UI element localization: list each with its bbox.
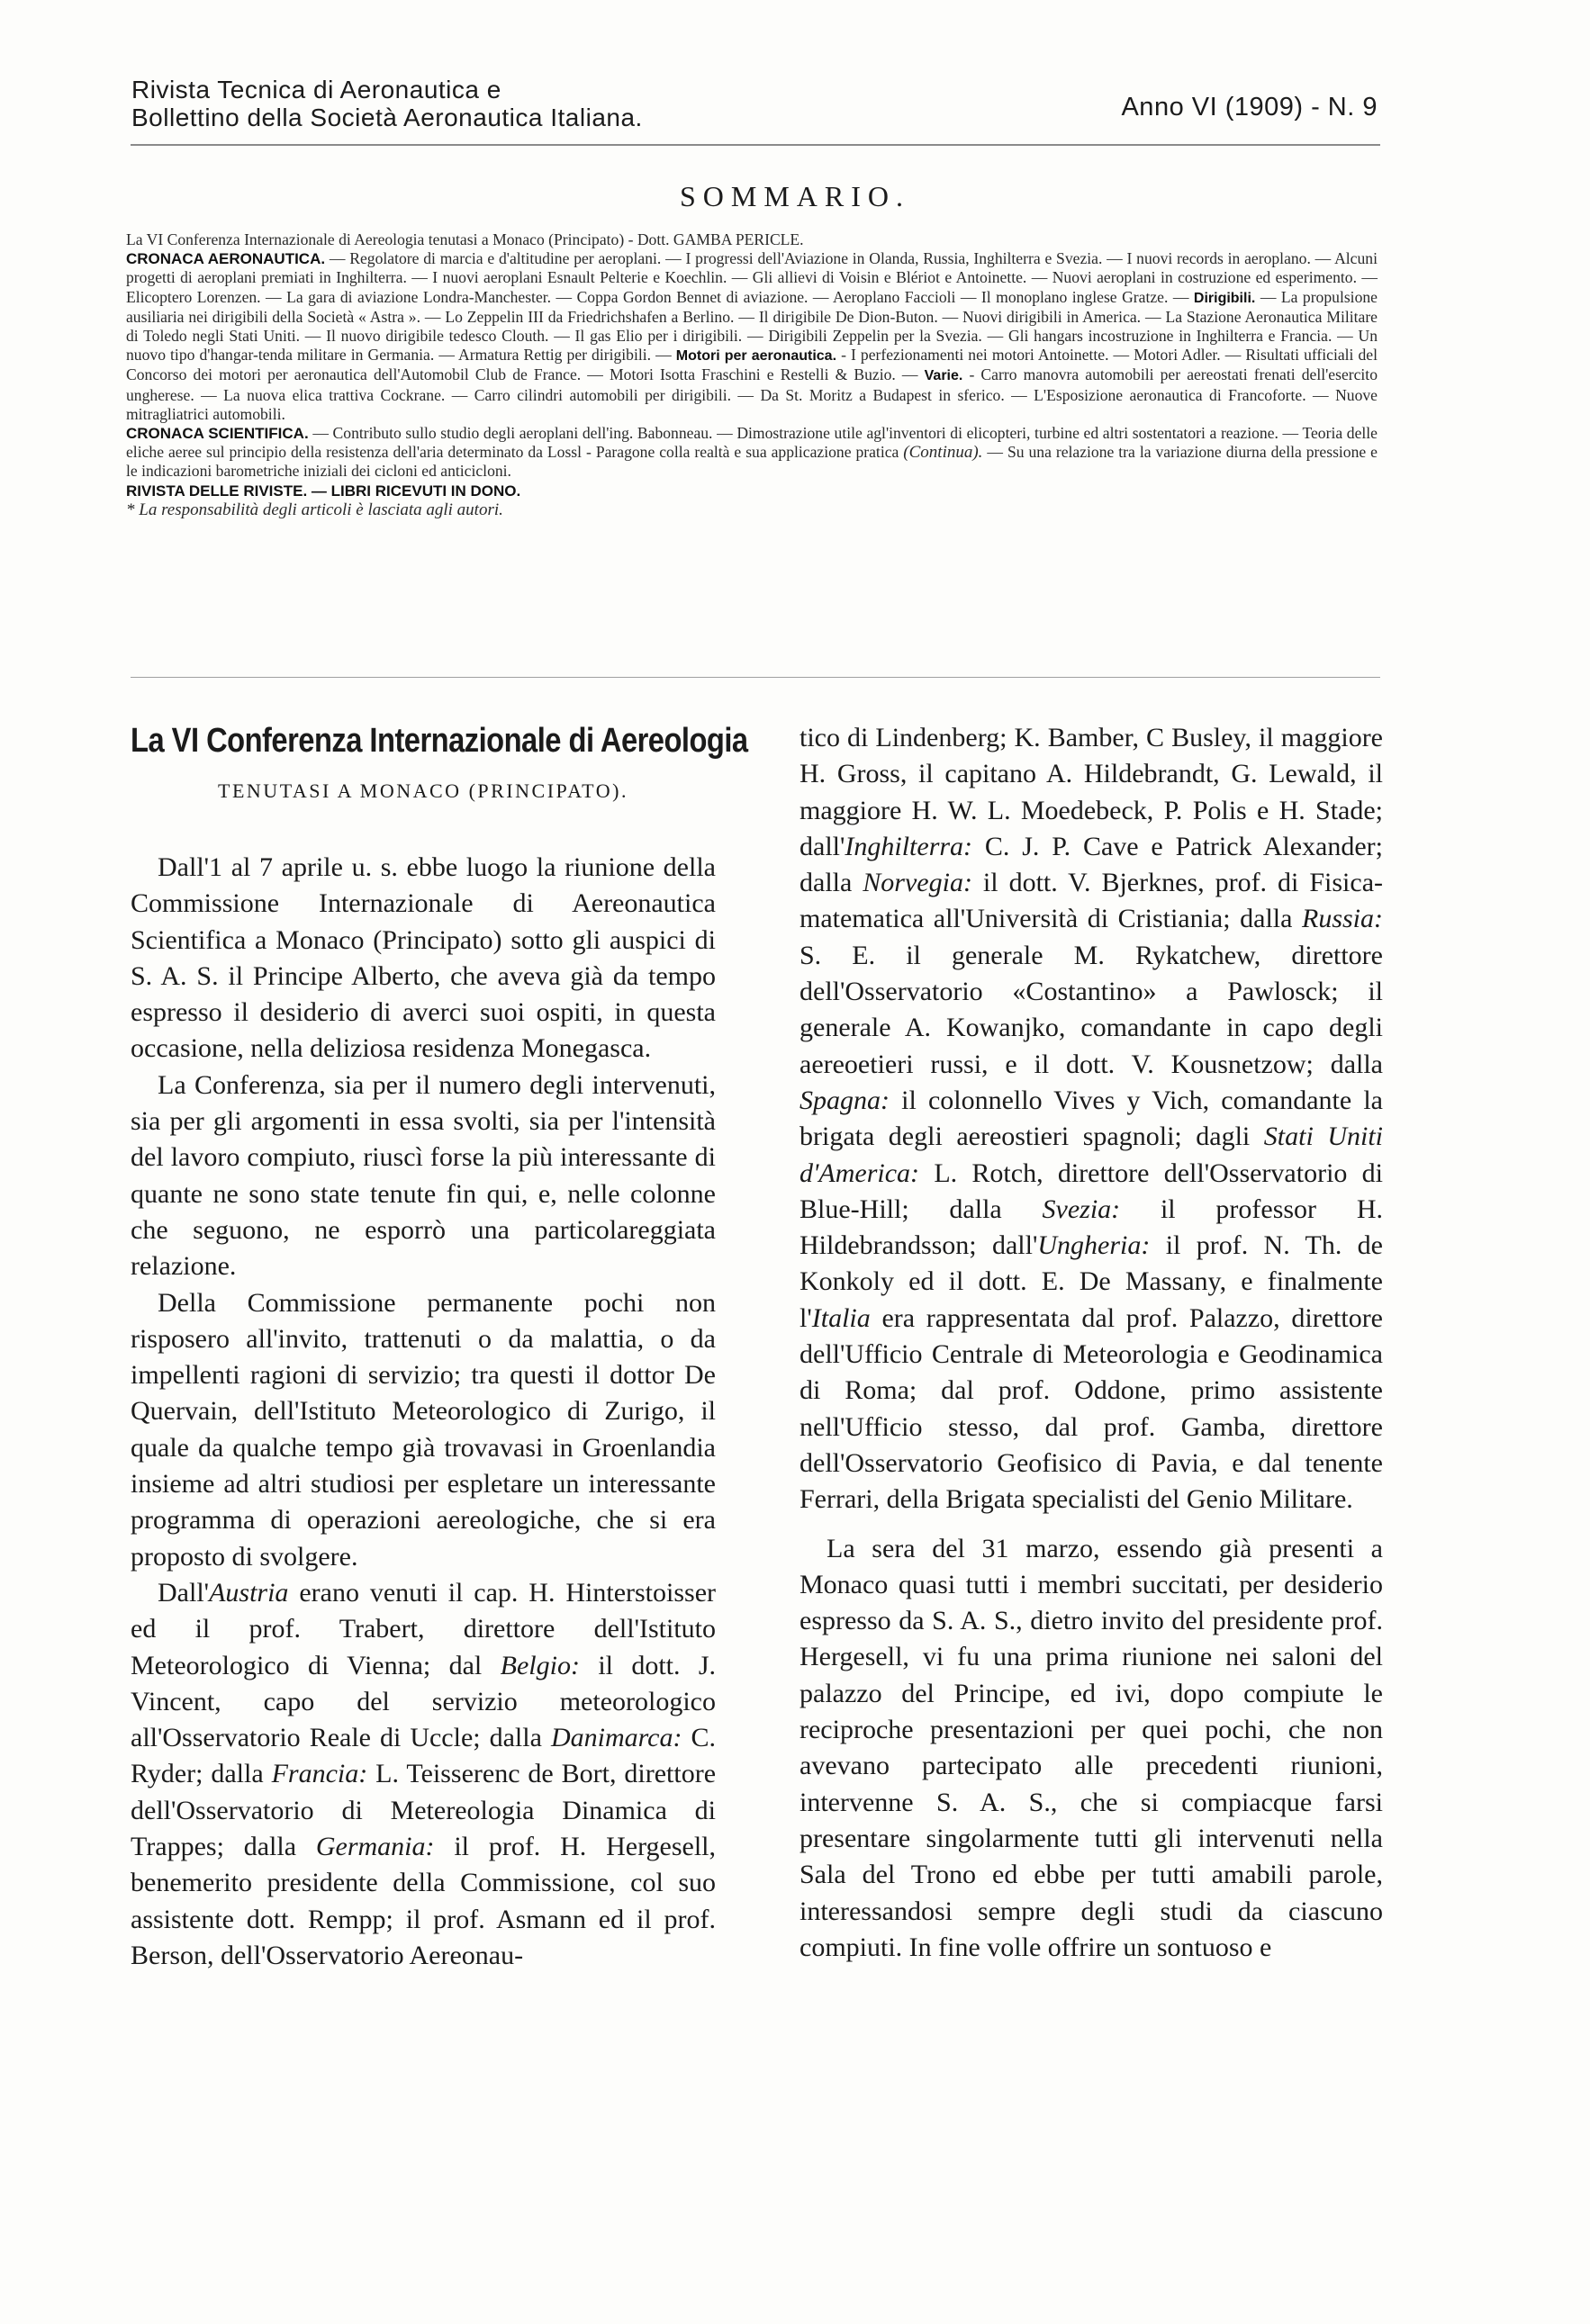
summary-title: SOMMARIO. — [679, 180, 911, 212]
article-title: La VI Conferenza Internazionale di Aereologia — [131, 722, 748, 760]
article-paragraph-5: tico di Lindenberg; K. Bamber, C Busley, il maggiore H. Gross, il capitano A. Hildebrandt, G. Lewald, il maggiore H. W. L. Moedebeck, P. Polis e H. Stade; dall'Inghilterra: C. J. P. Cave e Patrick Alexander; dalla Norvegia: il dott. V. Bjerknes, prof. di Fisica-matematica all'Università di Cristiania; dalla Russia: S. E. il generale M. Rykatchew, direttore dell'Osservatorio «Costantino» a Pawlosck; il generale A. Kowanjko, comandante in capo degli aereoetieri russi, e il dott. V. Kousnetzow; dalla Spagna: il colonnello Vives y Vich, comandante la brigata degli aereostieri spagnoli; dagli Stati Uniti d'America: L. Rotch, direttore dell'Osservatorio di Blue-Hill; dalla Svezia: il professor H. Hildebrandsson; dall'Ungheria: il prof. N. Th. de Konkoly ed il dott. E. De Massany, e finalmente l'Italia era rappresentata dal prof. Palazzo, direttore dell'Ufficio Centrale di Meteorologia e Geodinamica di Roma; dal prof. Oddone, primo assistente nell'Ufficio stesso, dal prof. Gamba, direttore dell'Osservatorio Geofisico di Pavia, e dal tenente Ferrari, della Brigata specialisti del Genio Militare. — [800, 723, 1384, 1515]
header-rule — [131, 144, 1380, 146]
journal-title-line-1: Rivista Tecnica di Aeronautica e — [131, 76, 501, 104]
article-paragraph-1: Dall'1 al 7 aprile u. s. ebbe luogo la riunione della Commissione Internazionale di Aereonautica Scientifica a Monaco (Principato) sotto gli auspici di S. A. S. il Principe Alberto, che aveva già da tempo espresso il desiderio di averci suoi ospiti, in questa occasione, nella deliziosa residenza Monegasca. — [131, 852, 716, 1064]
journal-title-line-2: Bollettino della Società Aeronautica Italiana. — [131, 104, 643, 131]
article-column-right — [800, 720, 1383, 1966]
article-paragraph-4: Dall'Austria erano venuti il cap. H. Hinterstoisser ed il prof. Trabert, direttore dell'Istituto Meteorologico di Vienna; dal Belgio: il dott. J. Vincent, capo del servizio meteorologico all'Osservatorio Reale di Uccle; dalla Danimarca: C. Ryder; dalla Francia: L. Teisserenc de Bort, direttore dell'Osservatorio di Metereologia Dinamica di Trappes; dalla Germania: il prof. H. Hergesell, benemerito presidente della Commissione, col suo assistente dott. Rempp; il prof. Asmann ed il prof. Berson, dell'Osservatorio Aereonau- — [131, 1577, 717, 1970]
article-paragraph-3: Della Commissione permanente pochi non risposero all'invito, trattenuti o da malattia, o da impellenti ragioni di servizio; tra questi il dottor De Quervain, dell'Istituto Meteorologico di Zurigo, il quale da qualche tempo già trovavasi in Groenlandia insieme ad altri studiosi per espletare un interessante programma di operazioni aereologiche, che si era proposto di svolgere. — [131, 1287, 716, 1572]
summary-list — [126, 230, 1378, 519]
summary-section-scientifica: CRONACA SCIENTIFICA. — Contributo sullo studio degli aeroplani dell'ing. Babonneau. — Dimostrazione utile agl'inventori di elicopteri, turbine ed altri sostentatori a reazione. — Teoria delle eliche aeree sul principio della resistenza dell'aria determinato da Lossl - Paragone colla realtà e sua applicazione pratica (Continua). — Su una relazione tra la variazione diurna della pressione e le indicazioni barometriche iniziali dei cicloni ed anticicloni. — [126, 424, 1378, 481]
summary-section-aeronautica: CRONACA AERONAUTICA. — Regolatore di marcia e d'altitudine per aeroplani. — I progressi dell'Aviazione in Olanda, Russia, Inghilterra e Svezia. — I nuovi records in aeroplano. — Alcuni progetti di aeroplani premiati in Inghilterra. — I nuovi aeroplani Esnault Pelterie e Koechlin. — Gli allievi di Voisin e Blériot e Antoinette. — Nuovi aeroplani in costruzione ed esperimento. — Elicoptero Lorenzen. — La gara di aviazione Londra-Manchester. — Coppa Gordon Bennet di aviazione. — Aeroplano Faccioli — Il monoplano inglese Gratze. — Dirigibili. — La propulsione ausiliaria nei dirigibili della Società « Astra ». — Lo Zeppelin III da Friedrichshafen a Berlino. — Il dirigibile De Dion-Buton. — Nuovi dirigibili in America. — La Stazione Aeronautica Militare di Toledo negli Stati Uniti. — Il nuovo dirigibile tedesco Clouth. — Il gas Elio per i dirigibili. — Dirigibili Zeppelin per la Svezia. — Gli hangars incostruzione in Inghilterra e Francia. — Un nuovo tipo d'hangar-tenda militare in Germania. — Armatura Rettig per dirigibili. — Motori per aeronautica. - I perfezionamenti nei motori Antoinette. — Motori Adler. — Risultati ufficiali del Concorso dei motori per aeronautica dell'Automobil Club de France. — Motori Isotta Fraschini e Restelli & Buzio. — Varie. - Carro manovra automobili per aereostati frenati dell'esercito ungherese. — La nuova elica trattiva Cockrane. — Carro cilindri automobili per dirigibili. — Da St. Moritz a Budapest in sferico. — L'Esposizione aeronautica di Francoforte. — Nuove mitragliatrici automobili. — [126, 249, 1378, 423]
article-column-left — [131, 720, 748, 1974]
summary-rule — [131, 677, 1380, 678]
issue-number: Anno VI (1909) - N. 9 — [1121, 93, 1378, 122]
article-paragraph-2: La Conferenza, sia per il numero degli intervenuti, sia per gli argomenti in essa svolti, sia per l'intensità del lavoro compiuto, riuscì forse la più interessante di quante ne sono state tenute fin qui, e, nelle colonne che seguono, ne esporrò una particolareggiata relazione. — [131, 1069, 716, 1282]
article-paragraph-6: La sera del 31 marzo, essendo già presenti a Monaco quasi tutti i membri succitati, per desiderio espresso da S. A. S., dietro invito del presidente prof. Hergesell, vi fu una prima riunione nei saloni del palazzo del Principe, ed ivi, dopo compiute le reciproche presentazioni per quei pochi, che non avevano partecipato alle precedenti riunioni, intervenne S. A. S., che si compiacque farsi presentare singolarmente tutti gli intervenuti nella Sala del Trono ed ebbe per tutti amabili parole, interessandosi sempre degli studi da ciascuno compiuti. In fine volle offrire un sontuoso e — [800, 1533, 1383, 1962]
journal-header — [131, 76, 942, 131]
summary-intro: La VI Conferenza Internazionale di Aereologia tenutasi a Monaco (Principato) - Dott. GAMBA PERICLE. — [126, 230, 804, 248]
article-subtitle: TENUTASI A MONACO (PRINCIPATO). — [218, 779, 628, 802]
summary-note: * La responsabilità degli articoli è lasciata agli autori. — [126, 500, 503, 519]
summary-section-riviste: RIVISTA DELLE RIVISTE. — LIBRI RICEVUTI IN DONO. — [126, 482, 521, 500]
